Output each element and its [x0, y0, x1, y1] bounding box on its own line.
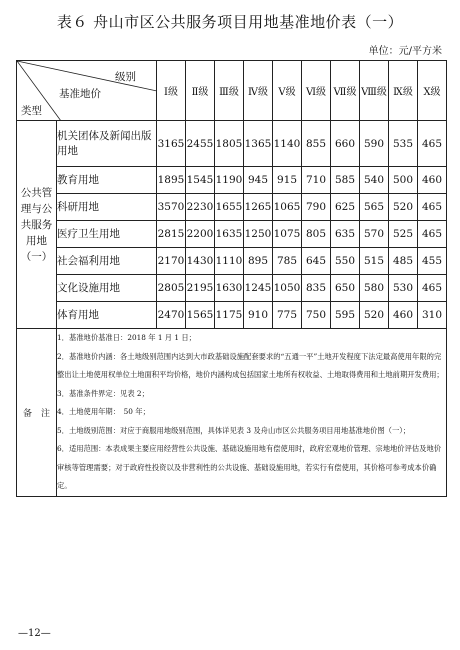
table-row [17, 302, 447, 329]
table-row [17, 167, 447, 194]
grade-header-4: Ⅳ级 [244, 61, 273, 121]
price-cell: 805 [302, 221, 331, 248]
price-cell: 2815 [157, 221, 186, 248]
price-cell: 790 [302, 194, 331, 221]
price-cell: 500 [389, 167, 418, 194]
price-cell: 520 [389, 194, 418, 221]
price-cell: 895 [244, 248, 273, 275]
grade-header-9: Ⅸ级 [389, 61, 418, 121]
note-item: 2．基准地价内涵：各土地级别范围内达到大市政基础设施配套要求的“五通一平”土地开发程度下法定最高使用年限的完整出让土地使用权单位土地面积平均价格，地价内涵构成包括国家土地所有权收益、土地取得费用和土地前期开发费用； [57, 351, 444, 379]
land-use-name: 社会福利用地 [57, 248, 157, 275]
price-cell: 2195 [186, 275, 215, 302]
price-cell: 1190 [215, 167, 244, 194]
price-cell: 910 [244, 302, 273, 329]
price-cell: 540 [360, 167, 389, 194]
header-row [17, 61, 447, 121]
price-cell: 2805 [157, 275, 186, 302]
price-cell: 625 [331, 194, 360, 221]
price-cell: 1110 [215, 248, 244, 275]
price-cell: 660 [331, 121, 360, 167]
corner-item-label: 基准地价 [59, 88, 101, 100]
grade-header-2: Ⅱ级 [186, 61, 215, 121]
price-cell: 1245 [244, 275, 273, 302]
price-cell: 310 [418, 302, 447, 329]
price-cell: 595 [331, 302, 360, 329]
price-cell: 1635 [215, 221, 244, 248]
notes-row [17, 329, 447, 497]
price-cell: 1805 [215, 121, 244, 167]
price-cell: 2230 [186, 194, 215, 221]
price-cell: 580 [360, 275, 389, 302]
grade-header-10: Ⅹ级 [418, 61, 447, 121]
price-cell: 635 [331, 221, 360, 248]
grade-header-1: Ⅰ级 [157, 61, 186, 121]
price-cell: 2200 [186, 221, 215, 248]
note-item: 5．土地级别范围：对应于商服用地级别范围，具体详见表 3 及舟山市区公共服务项目用地基准地价图（一）； [57, 425, 411, 435]
price-cell: 460 [418, 167, 447, 194]
corner-cell [17, 61, 157, 121]
price-cell: 465 [418, 275, 447, 302]
notes-label: 备 注 [17, 329, 57, 497]
price-cell: 1630 [215, 275, 244, 302]
land-use-name: 科研用地 [57, 194, 157, 221]
table-row [17, 221, 447, 248]
corner-type-label: 类型 [21, 105, 42, 117]
price-cell: 3165 [157, 121, 186, 167]
table-row [17, 194, 447, 221]
land-use-name: 教育用地 [57, 167, 157, 194]
table-row [17, 248, 447, 275]
price-cell: 465 [418, 221, 447, 248]
price-cell: 565 [360, 194, 389, 221]
price-cell: 1140 [273, 121, 302, 167]
price-cell: 2470 [157, 302, 186, 329]
grade-header-3: Ⅲ级 [215, 61, 244, 121]
price-cell: 945 [244, 167, 273, 194]
grade-header-5: Ⅴ级 [273, 61, 302, 121]
price-cell: 570 [360, 221, 389, 248]
price-cell: 585 [331, 167, 360, 194]
grade-header-7: Ⅶ级 [331, 61, 360, 121]
price-cell: 455 [418, 248, 447, 275]
price-cell: 465 [418, 121, 447, 167]
price-cell: 2455 [186, 121, 215, 167]
note-item: 6．适用范围：本表成果主要应用经营性公共设施、基础设施用地有偿使用时，政府宏观地价管理、宗地地价评估及地价审核等管理需要；对于政府性投资以及非营利性的公共设施、基础设施用地，若实行有偿使用，其价格可参考成本价确定。 [57, 444, 442, 490]
price-cell: 1895 [157, 167, 186, 194]
price-cell: 1175 [215, 302, 244, 329]
price-cell: 3570 [157, 194, 186, 221]
price-cell: 465 [418, 194, 447, 221]
price-cell: 1075 [273, 221, 302, 248]
price-cell: 1430 [186, 248, 215, 275]
price-cell: 915 [273, 167, 302, 194]
price-cell: 750 [302, 302, 331, 329]
price-cell: 590 [360, 121, 389, 167]
notes-body [57, 329, 447, 497]
grade-header-8: Ⅷ级 [360, 61, 389, 121]
category-cell: 公共管理与公共服务用地（一） [17, 121, 57, 329]
land-price-table [16, 60, 447, 497]
price-cell: 775 [273, 302, 302, 329]
table-title: 表６ 舟山市区公共服务项目用地基准地价表（一） [56, 13, 404, 31]
price-cell: 650 [331, 275, 360, 302]
price-cell: 525 [389, 221, 418, 248]
price-cell: 535 [389, 121, 418, 167]
price-cell: 785 [273, 248, 302, 275]
price-cell: 485 [389, 248, 418, 275]
unit-label: 单位：元/平方米 [368, 46, 442, 57]
price-cell: 1365 [244, 121, 273, 167]
price-cell: 1565 [186, 302, 215, 329]
price-cell: 645 [302, 248, 331, 275]
land-use-name: 机关团体及新闻出版用地 [57, 121, 157, 167]
price-cell: 835 [302, 275, 331, 302]
land-use-name: 文化设施用地 [57, 275, 157, 302]
price-cell: 1655 [215, 194, 244, 221]
price-cell: 1065 [273, 194, 302, 221]
grade-header-6: Ⅵ级 [302, 61, 331, 121]
price-cell: 1050 [273, 275, 302, 302]
price-cell: 520 [360, 302, 389, 329]
land-use-name: 医疗卫生用地 [57, 221, 157, 248]
price-cell: 530 [389, 275, 418, 302]
land-use-name: 体育用地 [57, 302, 157, 329]
price-cell: 1545 [186, 167, 215, 194]
note-item: 1．基准地价基准日：2018 年 1 月 1 日； [57, 333, 196, 342]
price-cell: 550 [331, 248, 360, 275]
price-cell: 515 [360, 248, 389, 275]
page-number: —12— [18, 628, 51, 639]
price-cell: 855 [302, 121, 331, 167]
table-row [17, 275, 447, 302]
corner-grade-label: 级别 [115, 71, 136, 83]
price-cell: 1265 [244, 194, 273, 221]
price-cell: 460 [389, 302, 418, 329]
price-cell: 1250 [244, 221, 273, 248]
price-cell: 2170 [157, 248, 186, 275]
table-row [17, 121, 447, 167]
note-item: 3．基准条件界定：见表 2； [57, 388, 149, 398]
price-cell: 710 [302, 167, 331, 194]
note-item: 4．土地使用年期： 50 年； [57, 407, 150, 416]
